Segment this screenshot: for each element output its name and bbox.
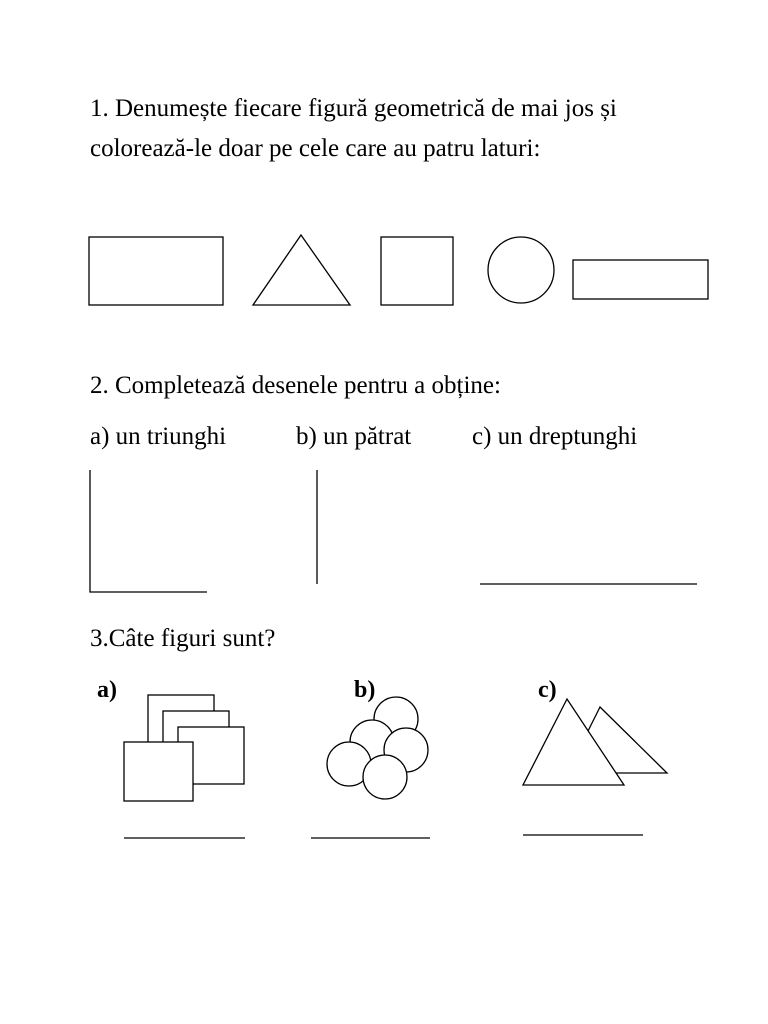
rectangle-icon	[89, 237, 223, 305]
exercise-3-label-c: c)	[538, 677, 557, 703]
exercise-1-text-line-2: colorează-le doar pe cele care au patru laturi:	[90, 135, 541, 162]
partial-triangle-lines	[90, 470, 207, 592]
rectangle-icon	[573, 260, 708, 299]
exercise-2-option-b: b) un pătrat	[296, 423, 412, 450]
exercise-1-text-line-1: 1. Denumește fiecare figură geometrică de mai jos și	[90, 95, 617, 122]
overlapping-circle	[363, 755, 407, 799]
exercise-3-label-a: a)	[97, 677, 117, 703]
circle-icon	[488, 237, 554, 303]
overlapping-rectangle	[124, 742, 193, 801]
triangle-icon	[253, 235, 350, 305]
square-icon	[381, 237, 453, 305]
exercise-2-option-c: c) un dreptunghi	[472, 423, 638, 450]
exercise-2-title: 2. Completează desenele pentru a obține:	[90, 372, 501, 399]
exercise-3-title: 3.Câte figuri sunt?	[90, 625, 276, 652]
exercise-2-option-a: a) un triunghi	[90, 423, 227, 450]
exercise-3-label-b: b)	[354, 677, 376, 703]
